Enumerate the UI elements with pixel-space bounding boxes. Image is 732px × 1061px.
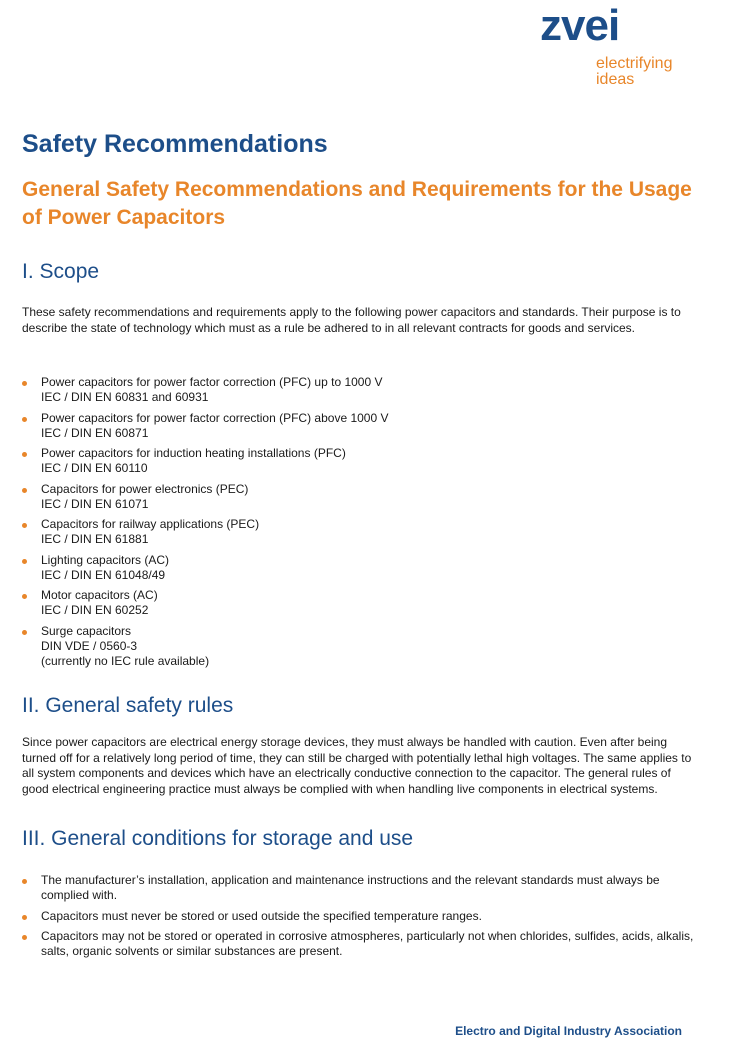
list-item xyxy=(22,588,694,618)
logo-tagline-line1: electrifying xyxy=(596,55,673,72)
storage-heading: III. General conditions for storage and use xyxy=(22,827,414,850)
bullet-icon xyxy=(22,523,27,528)
logo-tagline-line2: ideas xyxy=(596,71,635,88)
list-item xyxy=(22,624,694,669)
bullet-icon xyxy=(22,594,27,599)
bullet-icon xyxy=(22,452,27,457)
bullet-icon xyxy=(22,915,27,920)
list-item-title: Power capacitors for power factor correction (PFC) above 1000 V xyxy=(41,410,389,425)
scope-heading: I. Scope xyxy=(22,260,100,283)
logo-tagline xyxy=(596,56,672,88)
page-title: Safety Recommendations xyxy=(22,130,328,158)
list-item xyxy=(22,553,694,583)
bullet-icon xyxy=(22,879,27,884)
list-item-title: Surge capacitors xyxy=(41,623,132,638)
list-item xyxy=(22,929,694,959)
list-item xyxy=(22,873,694,903)
list-item xyxy=(22,909,694,924)
list-item xyxy=(22,411,694,441)
list-item xyxy=(22,482,694,512)
list-item xyxy=(22,517,694,547)
scope-paragraph: These safety recommendations and requirements apply to the following power capacitors and standards. Their purpose is to describe the state of technology which must as a rule be adhered to in all relevant contracts for goods and services. xyxy=(22,305,681,335)
list-item-standard: DIN VDE / 0560-3 xyxy=(41,638,138,653)
list-item-title: Motor capacitors (AC) xyxy=(41,588,158,602)
bullet-icon xyxy=(22,935,27,940)
list-item-standard: IEC / DIN EN 60871 xyxy=(41,425,149,440)
footer-organization: Electro and Digital Industry Association xyxy=(455,1024,682,1038)
capacitor-list xyxy=(22,375,694,674)
list-item-text: Capacitors may not be stored or operated in corrosive atmospheres, particularly not when chlorides, sulfides, acids, alkalis, salts, organic solvents or similar substances are present. xyxy=(41,929,694,958)
bullet-icon xyxy=(22,559,27,564)
bullet-icon xyxy=(22,417,27,422)
bullet-icon xyxy=(22,381,27,386)
list-item-standard: IEC / DIN EN 60831 and 60931 xyxy=(41,390,209,404)
list-item-note: (currently no IEC rule available) xyxy=(41,653,210,668)
list-item-standard: IEC / DIN EN 60252 xyxy=(41,603,149,617)
storage-list xyxy=(22,873,694,965)
list-item-standard: IEC / DIN EN 60110 xyxy=(41,461,148,475)
list-item-title: Capacitors for railway applications (PEC) xyxy=(41,517,260,531)
general-rules-paragraph: Since power capacitors are electrical energy storage devices, they must always be handled with caution. Even after being turned off for a relatively long period of time, they can still be charged with potentially lethal high voltages. The same applies to all system components and devices which have an electrically conductive connection to the capacitor. The general rules of good electrical engineering practice must always be complied with when handling live components in electrical systems. xyxy=(22,735,692,796)
list-item-standard: IEC / DIN EN 61881 xyxy=(41,532,149,546)
list-item-standard: IEC / DIN EN 61048/49 xyxy=(41,567,166,582)
list-item-text: The manufacturer’s installation, application and maintenance instructions and the relevant standards must always be complied with. xyxy=(41,873,660,902)
list-item-standard: IEC / DIN EN 61071 xyxy=(41,496,149,511)
zvei-logo xyxy=(540,1,700,92)
list-item xyxy=(22,375,694,405)
list-item-title: Power capacitors for power factor correction (PFC) up to 1000 V xyxy=(41,375,383,389)
bullet-icon xyxy=(22,488,27,493)
general-rules-heading: II. General safety rules xyxy=(22,694,234,717)
bullet-icon xyxy=(22,630,27,635)
list-item-title: Capacitors for power electronics (PEC) xyxy=(41,481,249,496)
list-item-title: Power capacitors for induction heating installations (PFC) xyxy=(41,446,346,460)
list-item xyxy=(22,446,694,476)
logo-wordmark: zvei xyxy=(540,1,620,50)
list-item-text: Capacitors must never be stored or used outside the specified temperature ranges. xyxy=(41,908,482,923)
list-item-title: Lighting capacitors (AC) xyxy=(41,552,170,567)
page-subtitle: General Safety Recommendations and Requirements for the Usage of Power Capacitors xyxy=(22,178,692,229)
